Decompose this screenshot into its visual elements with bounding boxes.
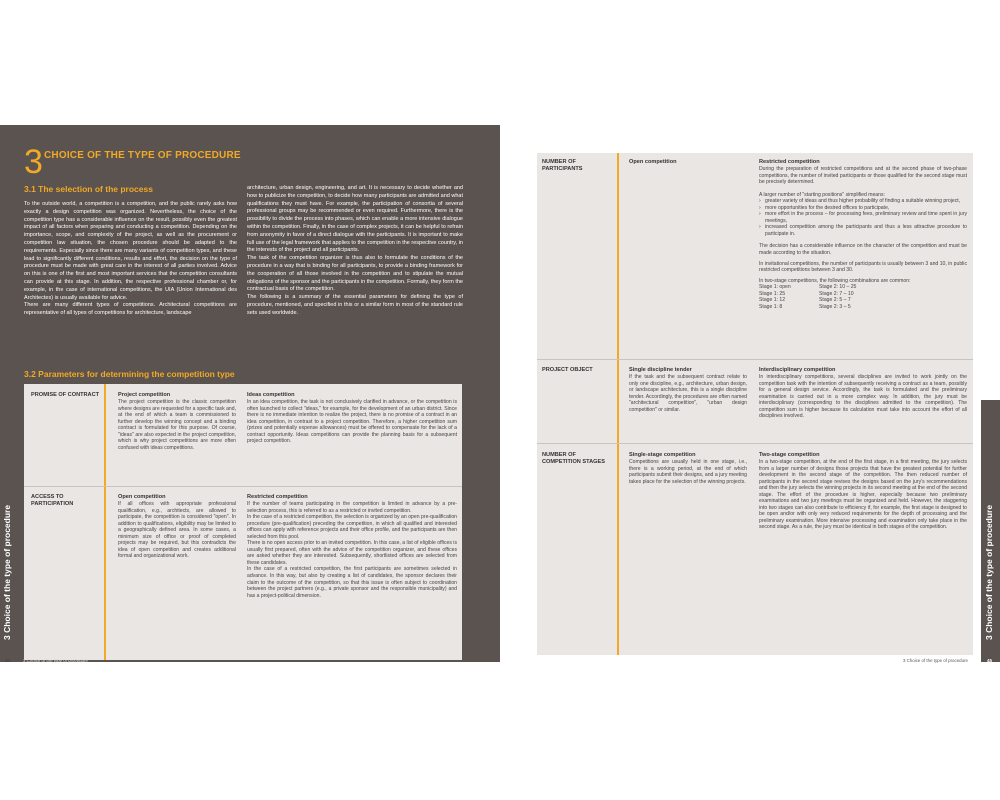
cell-text: In a two-stage competition, at the end of the first stage, in a first meeting, the jury selects from a larger number of designs those projects that have the greatest potential for further development in the second stage of the competition. The then reduced number of participants in the second stage revises the designs based on the jury's recommendations and then the jury selects the winning projects in its second meeting at the end of the second stage. The effort of the procedure is higher, especially because two preliminary examinations and two jury meetings must be organized and held. However, the staggering into two stages can also contribute to efficiency if, for example, the first stage is designed to be open and/or with only very reduced requirements for the depth of processing and the preliminary examination. More intensive processing and examination only take place in the second stage. As a rule, the jury must be identical in both stages of the competition. <box>759 459 967 531</box>
table-accent-bar <box>104 384 106 660</box>
cell-text <box>759 166 967 310</box>
section-1-column-1 <box>24 201 237 318</box>
stage-2: Stage 2: 7 – 10 <box>819 290 854 297</box>
row-label-number-of-participants: NUMBER OF PARTICIPANTS <box>542 159 583 172</box>
stage-1: Stage 1: 8 <box>759 303 783 310</box>
bullet-list <box>759 198 967 237</box>
footer-right: 3 Choice of the type of procedure <box>903 658 968 663</box>
cell-title: Project competition <box>118 392 171 398</box>
cell-text: Competitions are usually held in one stage, i.e., there is a working period, at the end of which participants submit their designs, and a jury meeting takes place for the selection of the winning projects. <box>629 459 747 485</box>
footer-left: 3 Choice of the type of procedure <box>23 658 88 663</box>
row-divider <box>537 359 973 360</box>
paragraph: A larger number of "starting positions" simplified means: <box>759 191 885 198</box>
stage-1: Stage 1: 12 <box>759 297 786 304</box>
stage-2: Stage 2: 3 – 5 <box>819 303 851 310</box>
cell-text: The project competition is the classic competition where designs are requested for a specific task and, at the end of which a team is commissioned to further develop the winning concept and a binding contract is formulated for this purpose. Of course, "ideas" are also expected in the project competition, which is why project competitions are more often confused with ideas competitions. <box>118 399 236 451</box>
paragraph: There is no open access prior to an invited competition. In this case, a list of eligible offices is usually first prepared, often with the advice of the competition organizer, and these offices are asked whether they are interested. Subsequently, shortlisted offices are selected from these candidates. <box>247 540 457 566</box>
row-label-promise-of-contract: PROMISE OF CONTRACT <box>31 392 100 398</box>
list-item: › greater variety of ideas and thus higher probability of finding a suitable winning project, <box>765 198 967 205</box>
cell-title: Open competition <box>629 159 677 165</box>
row-divider <box>537 443 973 444</box>
cell-text: In interdisciplinary competitions, several disciplines are invited to work jointly on the competition task with the intention of subsequently receiving a contract as a team, possibly for a general design service. Accordingly, the task is formulated and the preliminary examination is carried out in a more complex way. In addition, the jury must be interdisciplinary (corresponding to the disciplines admitted to the competition). The competition sum is higher because its calculation must take into account the effort of all disciplines involved. <box>759 374 967 420</box>
paragraph: There are many different types of competitions. Architectural competitions are representative of all types of competitions for architecture, landscape <box>24 302 237 317</box>
page-number-left: 44 <box>5 658 11 663</box>
cell-title: Single-stage competition <box>629 452 696 458</box>
paragraph: In two-stage competitions, the following combinations are common: <box>759 277 911 284</box>
cell-title: Restricted competition <box>247 494 308 500</box>
row-label-number-of-competition-stages: NUMBER OF COMPETITION STAGES <box>542 452 605 465</box>
stage-2: Stage 2: 5 – 7 <box>819 297 851 304</box>
table-accent-bar <box>617 153 619 655</box>
stage-1: Stage 1: open <box>759 284 791 291</box>
section-1-title: 3.1 The selection of the process <box>24 184 153 194</box>
cell-text: In an idea competition, the task is not conclusively clarified in advance, or the competition is often launched to collect "ideas," for example, for the development of an urban district. Since there is no immediate intention to realize the project, there is no promise of a contract in an idea competition, in contrast to a project competition. Therefore, a higher competition sum (prizes and potentially expense allowances) must be offered to compensate for the lack of a contract opportunity. Ideas competitions can provide the planning basis for a subsequent project competition. <box>247 399 457 445</box>
paragraph: In invitational competitions, the number of participants is usually between 3 and 10, in public restricted competitions between 3 and 30. <box>759 260 967 274</box>
cell-title: Restricted competition <box>759 159 820 165</box>
right-side-chapter-label: 3 Choice of the type of procedure <box>984 504 994 640</box>
stage-row <box>759 304 967 311</box>
paragraph: During the preparation of restricted competitions and at the second phase of two-phase competitions, the number of invited participants or those qualified for the second stage must be precisely determined. <box>759 166 967 186</box>
paragraph: architecture, urban design, engineering, and art. It is necessary to decide whether and how to publicize the competition, to decide how many participants are admitted and what qualifications they must have. For example, the participation of consortia of several professional groups may be recommended or even required. Furthermore, there is the possibility to divide the process into phases, which can enable a more intensive dialogue within the competition. Finally, in the case of complex projects, it can be helpful to refrain from anonymity in favor of a direct dialogue with the participants. It is important to make full use of the legal framework that applies to the competition in the respective country, in the interests of the project and all participants. <box>247 185 463 254</box>
list-item: › more effort in the process – for processing fees, preliminary review and time spent in jury meetings, <box>765 211 967 224</box>
stage-2: Stage 2: 10 – 25 <box>819 284 857 291</box>
section-2-title: 3.2 Parameters for determining the competition type <box>24 369 235 379</box>
row-label-access-to-participation: ACCESS TO PARTICIPATION <box>31 494 74 507</box>
list-item: › increased competition among the participants and thus a less attractive procedure to participate in. <box>765 224 967 237</box>
row-divider <box>24 486 462 487</box>
paragraph: If the number of teams participating in the competition is limited in advance by a pre-selection process, this is referred to as a restricted or invited competition. <box>247 501 457 514</box>
paragraph: In the case of a restricted competition, the selection is organized by an open pre-qualification procedure (pre-qualification) preceding the competition, in which all qualified and interested offices can apply with reference projects and their office profile, and the participants are then selected from this pool. <box>247 514 457 540</box>
row-label-project-object: PROJECT OBJECT <box>542 367 593 373</box>
cell-text: If all offices with appropriate professional qualification, e.g., architects, are allowed to participate, the competition is considered "open". In addition to qualifications, eligibility may be limited to a geographically defined area. In some cases, a minimum size of office or proof of completed projects may be required, but this contradicts the idea of open competition and creates additional formal and organizational work. <box>118 501 236 560</box>
paragraph: To the outside world, a competition is a competition, and the public rarely asks how exactly a design competition was organized. Nevertheless, the choice of the competition type has a considerable influence on the result, possibly even the greatest impact of all factors when preparing and conducting a competition. Depending on the importance, scope, and complexity of the project, as well as the procurement or competition law situation, the chosen procedure should be adapted to the requirements. Especially since there are many variants of competition types, and these lead to significantly different conditions, results and effort, the decision on the type of procedure must be made with great care in the interest of all parties involved. Advice on this is one of the first and most important services that the competition consultants can provide at this stage. In addition, the respective professional chamber or, for example, in the case of international competitions, the UIA (Union International des Architectes) is usually available for advice. <box>24 201 237 301</box>
paragraph: The task of the competition organizer is thus also to formulate the conditions of the procedure in a way that is binding for all participants, to provide a binding framework for the cooperation of all those involved in the competition and to stipulate the mutual obligations of the sponsor and the participants in the competition. Formally, they form the contractual basis of the competition. <box>247 255 463 293</box>
cell-text <box>247 501 457 599</box>
chapter-title: CHOICE OF THE TYPE OF PROCEDURE <box>44 150 241 161</box>
cell-title: Two-stage competition <box>759 452 820 458</box>
stage-1: Stage 1: 25 <box>759 290 786 297</box>
cell-title: Open competition <box>118 494 166 500</box>
chapter-number: 3 <box>24 143 43 181</box>
cell-title: Single discipline tender <box>629 367 692 373</box>
paragraph: In the case of a restricted competition, the first participants are sometimes selected in advance. In this way, but also by creating a list of candidates, the sponsor declares their claim to the outcome of the competition, so that this issue is often subject to coordination between the project partners (e.g., a private sponsor and the responsible municipality) and has a project-political dimension. <box>247 566 457 599</box>
page-number-right: 45 <box>987 658 993 663</box>
list-item: › more opportunities for the desired offices to participate, <box>765 205 967 212</box>
section-1-column-2 <box>247 185 463 318</box>
cell-title: Interdisciplinary competition <box>759 367 836 373</box>
cell-title: Ideas competition <box>247 392 295 398</box>
paragraph: The following is a summary of the essential parameters for defining the type of procedure, mentioned, and specified in this or a similar form in most of the standard rule sets used worldwide. <box>247 294 463 316</box>
paragraph: The decision has a considerable influence on the character of the competition and must be made according to the situation. <box>759 243 967 257</box>
left-side-chapter-label: 3 Choice of the type of procedure <box>2 504 12 640</box>
cell-text: If the task and the subsequent contract relate to only one discipline, e.g., architecture, urban design, or landscape architecture, this is a single discipline tender. Accordingly, the procedures are often named "architectural competition", "urban design competition" or similar. <box>629 374 747 413</box>
